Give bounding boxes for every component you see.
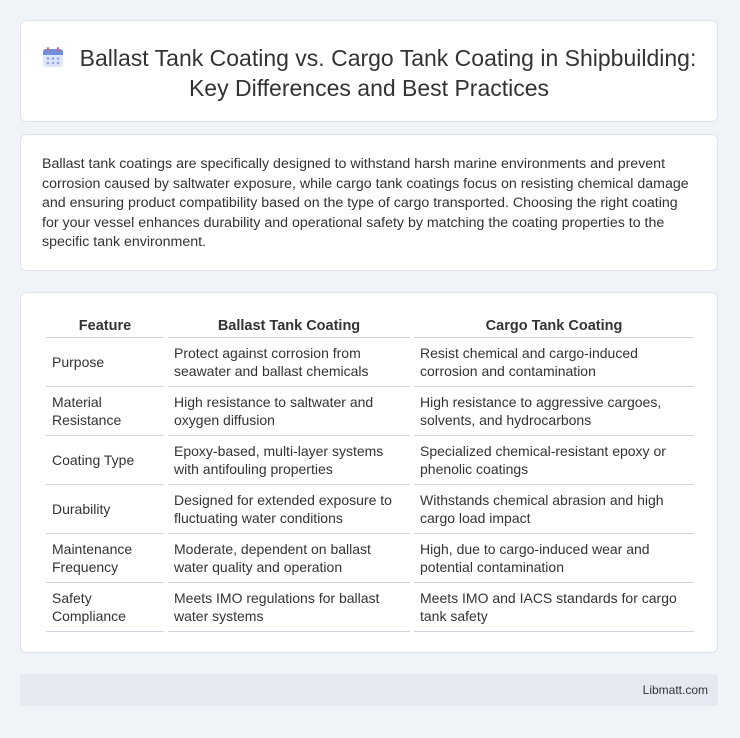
ballast-cell: High resistance to saltwater and oxygen diffusion xyxy=(168,387,410,436)
cargo-cell: Withstands chemical abrasion and high cargo load impact xyxy=(414,485,694,534)
header-ballast: Ballast Tank Coating xyxy=(168,315,410,338)
comparison-table-card xyxy=(20,292,718,653)
feature-cell: Material Resistance xyxy=(46,387,164,436)
header-feature: Feature xyxy=(46,315,164,338)
feature-cell: Maintenance Frequency xyxy=(46,534,164,583)
comparison-table xyxy=(42,315,698,632)
page-title xyxy=(21,43,717,103)
feature-cell: Purpose xyxy=(46,338,164,387)
feature-cell: Coating Type xyxy=(46,436,164,485)
title-card xyxy=(20,20,718,122)
ballast-cell: Epoxy-based, multi-layer systems with antifouling properties xyxy=(168,436,410,485)
header-cargo: Cargo Tank Coating xyxy=(414,315,694,338)
feature-cell: Safety Compliance xyxy=(46,583,164,632)
footer-site-link[interactable]: Libmatt.com xyxy=(642,683,708,697)
cargo-cell: High, due to cargo-induced wear and potential contamination xyxy=(414,534,694,583)
table-row xyxy=(46,534,694,583)
cargo-cell: High resistance to aggressive cargoes, solvents, and hydrocarbons xyxy=(414,387,694,436)
table-header-row xyxy=(46,315,694,338)
page-title-text: Ballast Tank Coating vs. Cargo Tank Coating in Shipbuilding: Key Differences and Best Practices xyxy=(79,45,697,101)
table-row xyxy=(46,485,694,534)
footer-bar xyxy=(20,674,718,706)
ballast-cell: Protect against corrosion from seawater and ballast chemicals xyxy=(168,338,410,387)
table-row xyxy=(46,338,694,387)
ballast-cell: Moderate, dependent on ballast water quality and operation xyxy=(168,534,410,583)
table-row xyxy=(46,436,694,485)
ballast-cell: Designed for extended exposure to fluctuating water conditions xyxy=(168,485,410,534)
feature-cell: Durability xyxy=(46,485,164,534)
cargo-cell: Resist chemical and cargo-induced corrosion and contamination xyxy=(414,338,694,387)
table-row xyxy=(46,583,694,632)
calendar-icon xyxy=(42,46,64,68)
table-row xyxy=(46,387,694,436)
intro-card xyxy=(20,134,718,271)
cargo-cell: Meets IMO and IACS standards for cargo tank safety xyxy=(414,583,694,632)
ballast-cell: Meets IMO regulations for ballast water systems xyxy=(168,583,410,632)
cargo-cell: Specialized chemical-resistant epoxy or phenolic coatings xyxy=(414,436,694,485)
intro-paragraph: Ballast tank coatings are specifically designed to withstand harsh marine environments and prevent corrosion caused by saltwater exposure, while cargo tank coatings focus on resisting chemical damage and ensuring product compatibility based on the type of cargo transported. Choosing the right coating for your vessel enhances durability and operational safety by matching the coating properties to the specific tank environment. xyxy=(42,156,689,250)
